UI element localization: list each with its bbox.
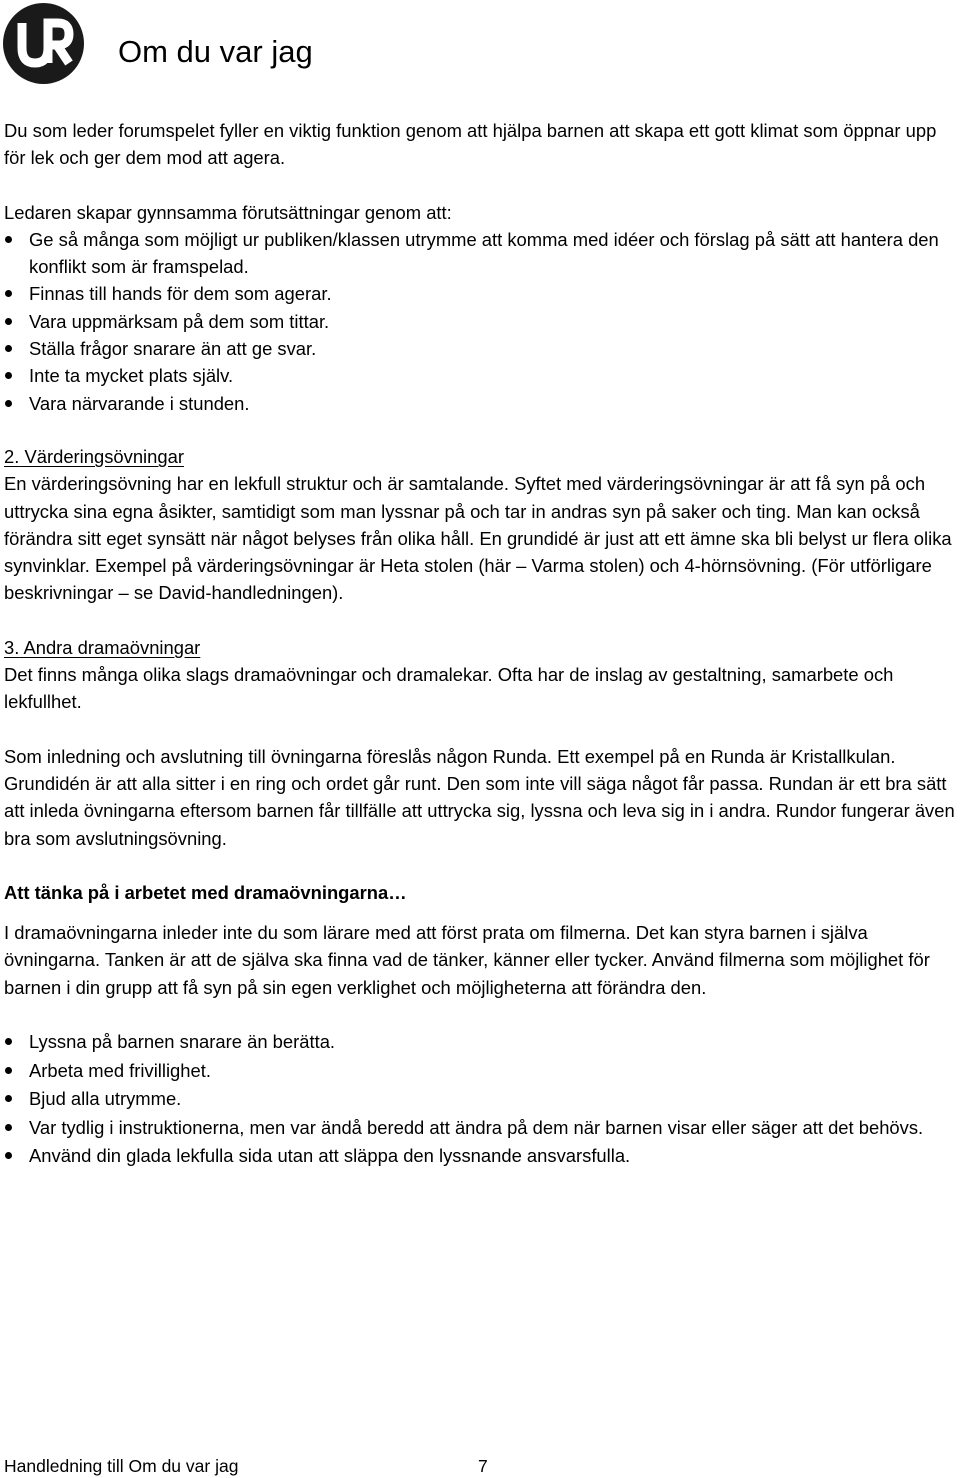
ur-logo (3, 3, 84, 84)
think-heading: Att tänka på i arbetet med dramaövningarna… (4, 881, 407, 903)
section-3-text: Det finns många olika slags dramaövningar och dramalekar. Ofta har de inslag av gestaltning, samarbete och lekfullhet. (4, 664, 894, 713)
section-3-heading (4, 634, 959, 661)
list-item: Vara närvarande i stunden. (4, 390, 959, 417)
intro-paragraph: Du som leder forumspelet fyller en viktig funktion genom att hjälpa barnen att skapa ett gott klimat som öppnar upp för lek och ger dem mod att agera. (4, 120, 937, 169)
runda-paragraph: Som inledning och avslutning till övningarna föreslås någon Runda. Ett exempel på en Runda är Kristallkulan. Grundidén är att alla sitter i en ring och ordet går runt. Den som inte vill säga något får passa. Rundan är ett bra sätt att inleda övningarna eftersom barnen får tillfälle att uttrycka sig, lyssna och leva sig in i andra. Rundor fungerar även bra som avslutningsövning. (4, 745, 955, 849)
section-3-number: 3. (4, 636, 20, 658)
section-2-text: En värderingsövning har en lekfull struktur och är samtalande. Syftet med värderingsövningar är att få syn på och uttrycka sina egna åsikter, samtidigt som man lyssnar på och tar in andras syn på saker och ting. Man kan också förändra sitt eget synsätt när något belyses från olika håll. En grundidé är just att ett ämne ska bli belyst ur flera olika synvinklar. Exempel på värderingsövningar är Heta stolen (här – Varma stolen) och 4-hörnsövning. (För utförligare beskrivningar – se David-handledningen). (4, 473, 952, 604)
think-paragraph: I dramaövningarna inleder inte du som lärare med att först prata om filmerna. Det kan styra barnen i själva övningarna. Tanken är att de själva ska finna vad de tänker, känner eller tycker. Använd filmerna som möjlighet för barnen i din grupp att få syn på sin egen verklighet och möjligheterna att förändra den. (4, 922, 930, 998)
think-list (4, 1028, 959, 1171)
list-item: Lyssna på barnen snarare än berätta. (4, 1028, 959, 1057)
list-item: Bjud alla utrymme. (4, 1085, 959, 1114)
section-2-heading (4, 443, 959, 470)
list-item: Vara uppmärksam på dem som tittar. (4, 308, 959, 335)
page-title: Om du var jag (118, 34, 313, 69)
list-item: Använd din glada lekfulla sida utan att släppa den lyssnande ansvarsfulla. (4, 1142, 959, 1171)
leader-list (4, 226, 959, 417)
leader-lead: Ledaren skapar gynnsamma förutsättningar genom att: (4, 201, 452, 223)
list-item: Var tydlig i instruktionerna, men var ändå beredd att ändra på dem när barnen visar eller säger att det behövs. (4, 1114, 959, 1143)
list-item: Inte ta mycket plats själv. (4, 362, 959, 389)
section-3-title: Andra dramaövningar (23, 636, 201, 658)
page-footer (4, 1454, 524, 1478)
list-item: Arbeta med frivillighet. (4, 1057, 959, 1086)
list-item: Finnas till hands för dem som agerar. (4, 280, 959, 307)
list-item: Ge så många som möjligt ur publiken/klassen utrymme att komma med idéer och förslag på sätt att hantera den konflikt som är framspelad. (4, 226, 959, 281)
page-body (4, 117, 959, 1171)
list-item: Ställa frågor snarare än att ge svar. (4, 335, 959, 362)
section-2-number: 2. (4, 445, 20, 467)
footer-label: Handledning till Om du var jag (4, 1456, 239, 1476)
page-number: 7 (478, 1456, 488, 1476)
section-2-title: Värderingsövningar (24, 445, 184, 467)
